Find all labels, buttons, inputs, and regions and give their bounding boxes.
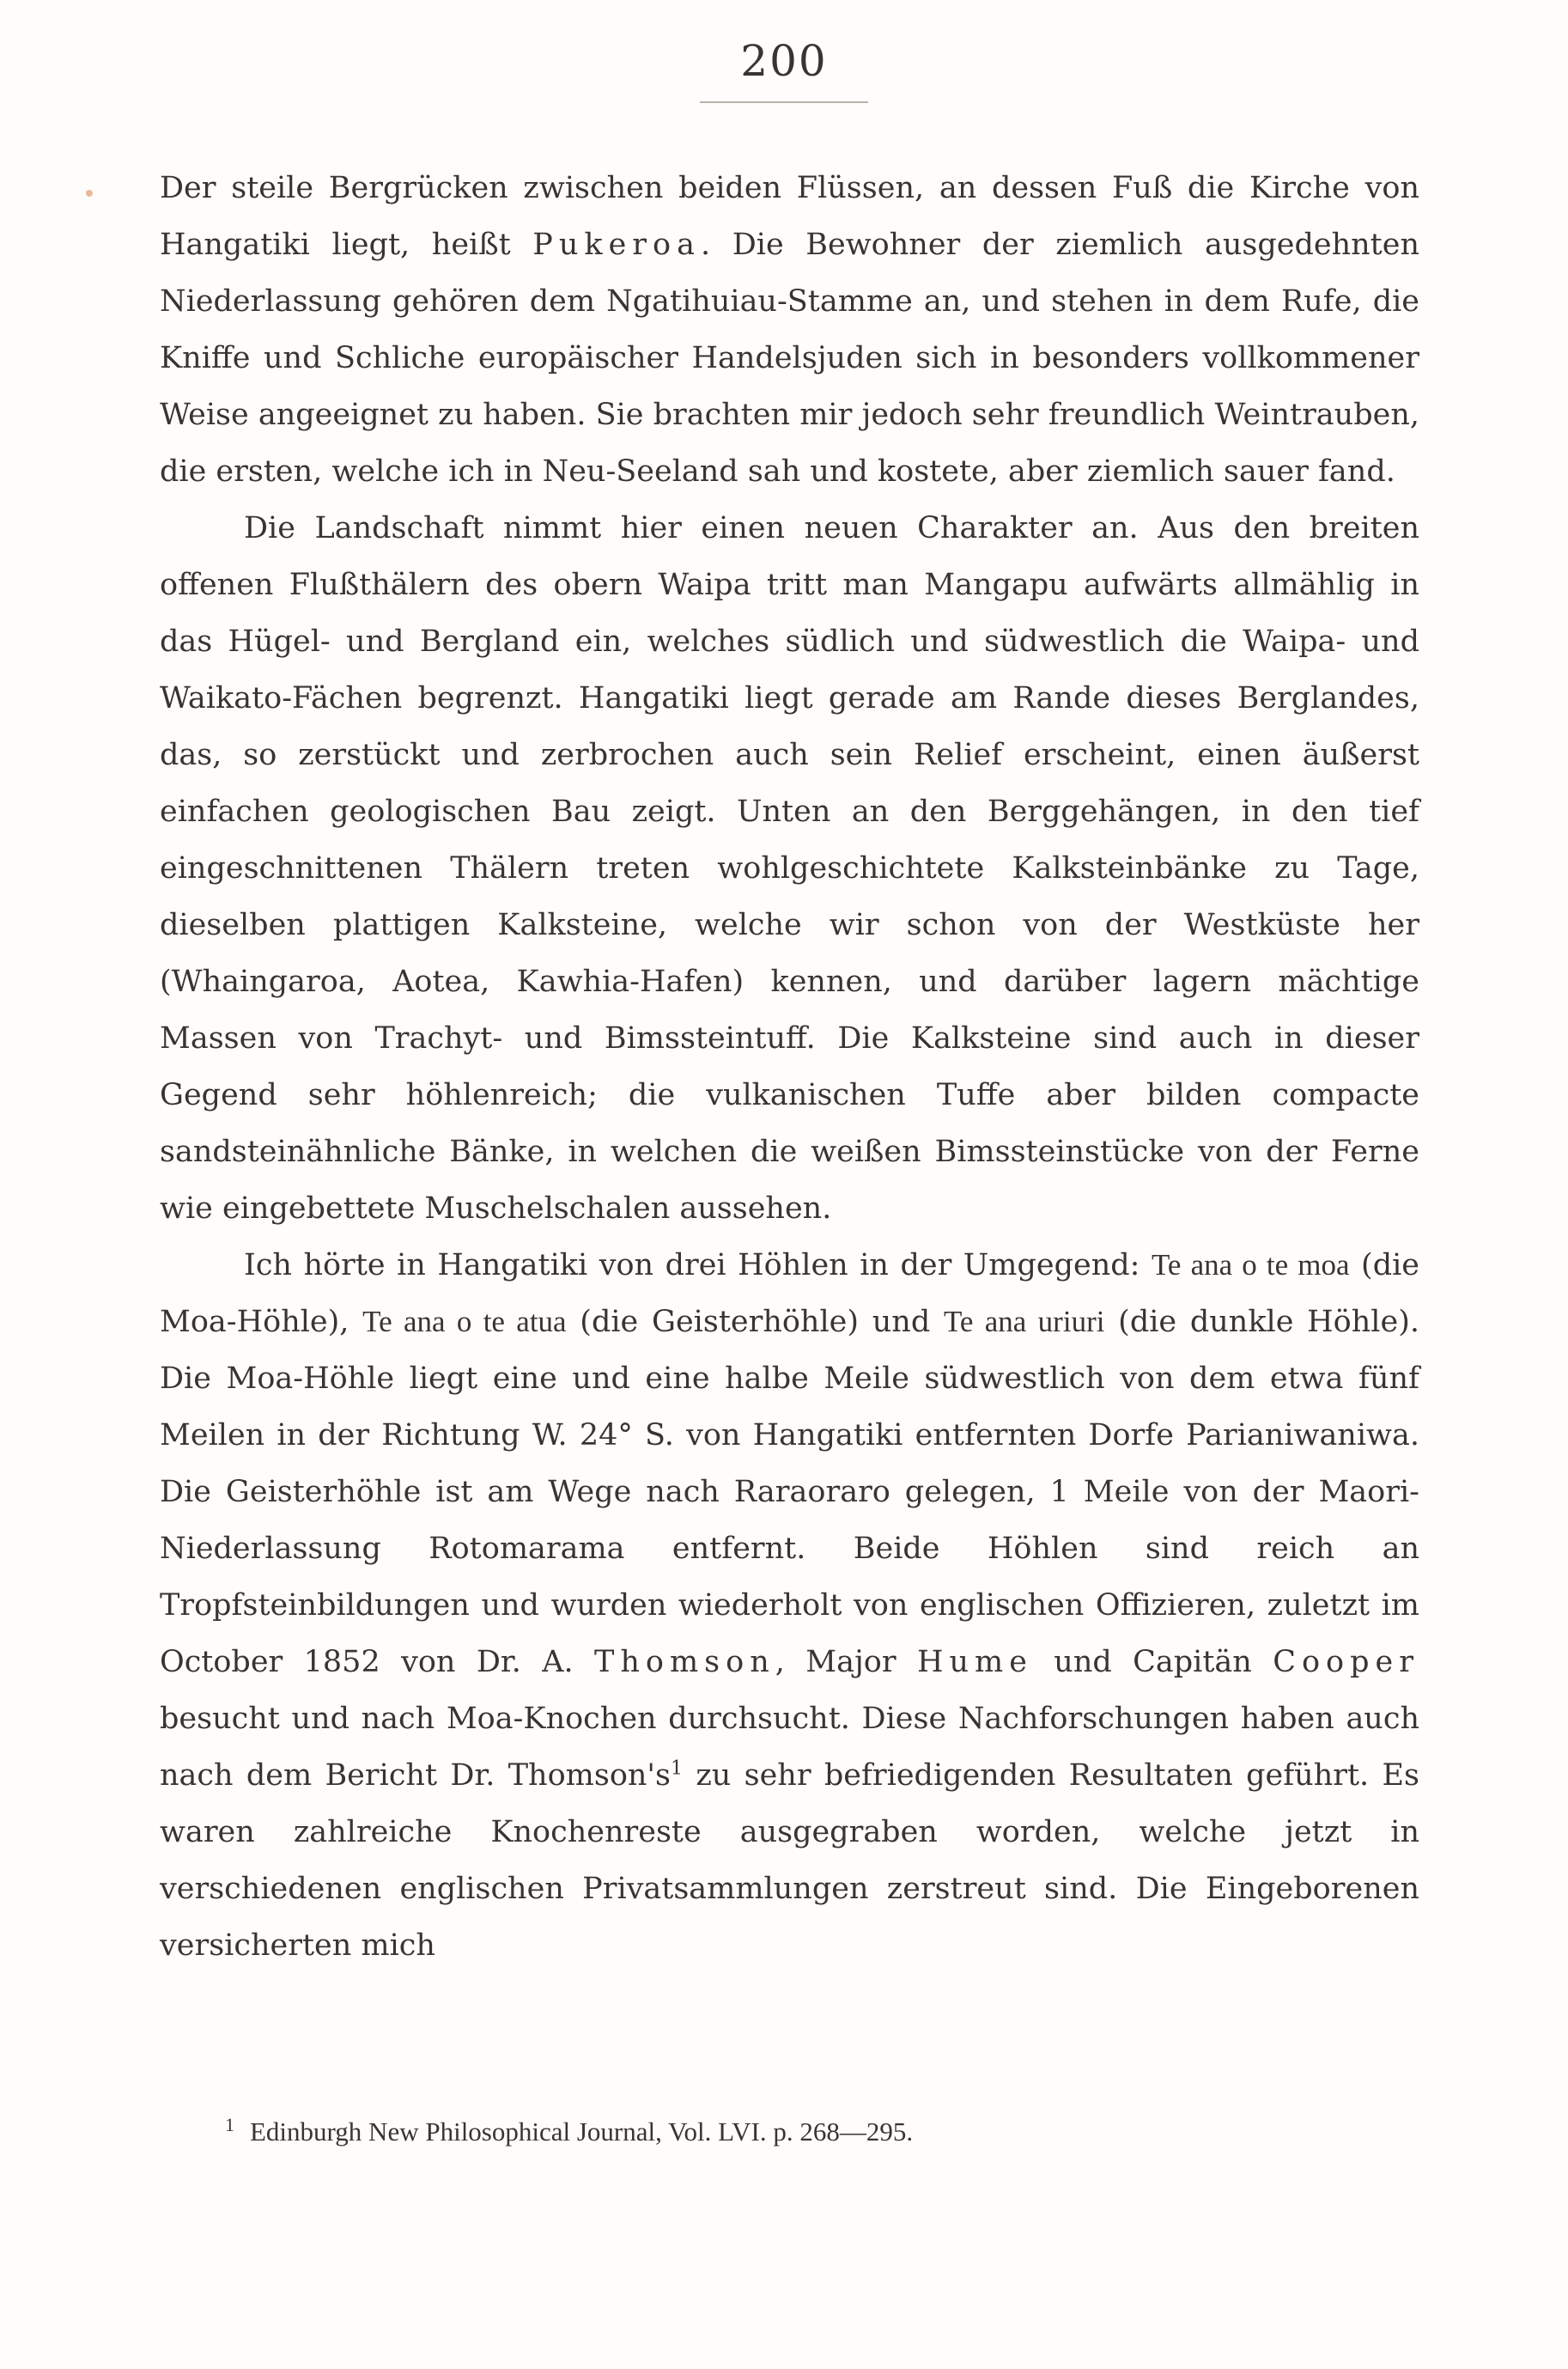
page-number: 200 [740,36,828,86]
maori-name-moa-cave: Te ana o te moa [1151,1248,1350,1282]
paragraph-3-text-c: (die Geisterhöhle) und [566,1305,944,1339]
footnote-text: Edinburgh New Philosophical Journal, Vol. LVI. p. 268—295. [250,2116,914,2147]
paragraph-3-text-f: und Capitän [1032,1645,1273,1679]
paragraph-1 [160,160,1419,500]
footnote-mark: 1 [225,2113,234,2135]
paragraph-3-text-a: Ich hörte in Hangatiki von drei Höhlen in der Umgegend: [244,1248,1152,1282]
paragraph-3-text-g: besucht und nach Moa-Knochen durchsucht. Diese Nachforschungen haben auch nach dem Bericht Dr. Thomson's [160,1702,1419,1793]
person-name-hume: Hume [916,1645,1033,1679]
paragraph-2 [160,500,1419,1237]
paragraph-3 [160,1237,1419,1974]
paragraph-2-text: Die Landschaft nimmt hier einen neuen Charakter an. Aus den breiten offenen Flußthälern des obern Waipa tritt man Mangapu aufwärts allmählig in das Hügel- und Bergland ein, welches südlich und südwestlich die Waipa- und Waikato-Fächen begrenzt. Hangatiki liegt gerade am Rande dieses Berglandes, das, so zerstückt und zerbrochen auch sein Relief erscheint, einen äußerst einfachen geologischen Bau zeigt. Unten an den Berggehängen, in den tief eingeschnittenen Thälern treten wohlgeschichtete Kalksteinbänke zu Tage, dieselben plattigen Kalksteine, welche wir schon von der Westküste her (Whaingaroa, Aotea, Kawhia-Hafen) kennen, und darüber lagern mächtige Massen von Trachyt- und Bimssteintuff. Die Kalksteine sind auch in dieser Gegend sehr höhlenreich; die vulkanischen Tuffe aber bilden compacte sandsteinähnliche Bänke, in welchen die weißen Bimssteinstücke von der Ferne wie eingebettete Muschelschalen aussehen. [160,511,1419,1226]
maori-name-dark-cave: Te ana uriuri [943,1305,1105,1338]
paragraph-1-text-b: . Die Bewohner der ziemlich ausgedehnten Niederlassung gehören dem Ngatihuiau-Stamme an, und stehen in dem Rufe, die Kniffe und Schliche europäischer Handelsjuden sich in besonders vollkommener Weise angeeignet zu haben. Sie brachten mir jedoch sehr freundlich Weintrauben, die ersten, welche ich in Neu-Seeland sah und kostete, aber ziemlich sauer fand. [160,228,1420,489]
footnote [225,2115,1427,2149]
maori-name-spirit-cave: Te ana o te atua [362,1305,567,1338]
person-name-cooper: Cooper [1273,1645,1419,1679]
paragraph-3-text-b: (die Moa-Höhle), [160,1248,1419,1339]
paragraph-1-text-a: Der steile Bergrücken zwischen beiden Flüssen, an dessen Fuß die Kirche von Hangatiki liegt, heißt [160,171,1419,262]
paragraph-3-text-e: , Major [775,1645,917,1679]
paragraph-3-text-d: (die dunkle Höhle). Die Moa-Höhle liegt eine und eine halbe Meile südwestlich von dem etwa fünf Meilen in der Richtung W. 24° S. von Hangatiki entfernten Dorfe Parianiwaniwa. Die Geisterhöhle ist am Wege nach Raraoraro gelegen, 1 Meile von der Maori-Niederlassung Rotomarama entfernt. Beide Höhlen sind reich an Tropfsteinbildungen und wurden wiederholt von englischen Offizieren, zuletzt im October 1852 von Dr. A. [160,1305,1419,1679]
margin-spot [86,190,93,197]
place-name-pukeroa: Pukeroa [532,228,701,262]
person-name-thomson: Thomson [594,1645,775,1679]
footnote-reference: 1 [671,1757,684,1780]
body-text [160,160,1419,1974]
paragraph-3-text-h: zu sehr befriedigenden Resultaten geführt. Es waren zahlreiche Knochenreste ausgegraben worden, welche jetzt in verschiedenen englischen Privatsammlungen zerstreut sind. Die Eingeborenen versicherten mich [160,1758,1419,1963]
header-rule [700,101,868,103]
